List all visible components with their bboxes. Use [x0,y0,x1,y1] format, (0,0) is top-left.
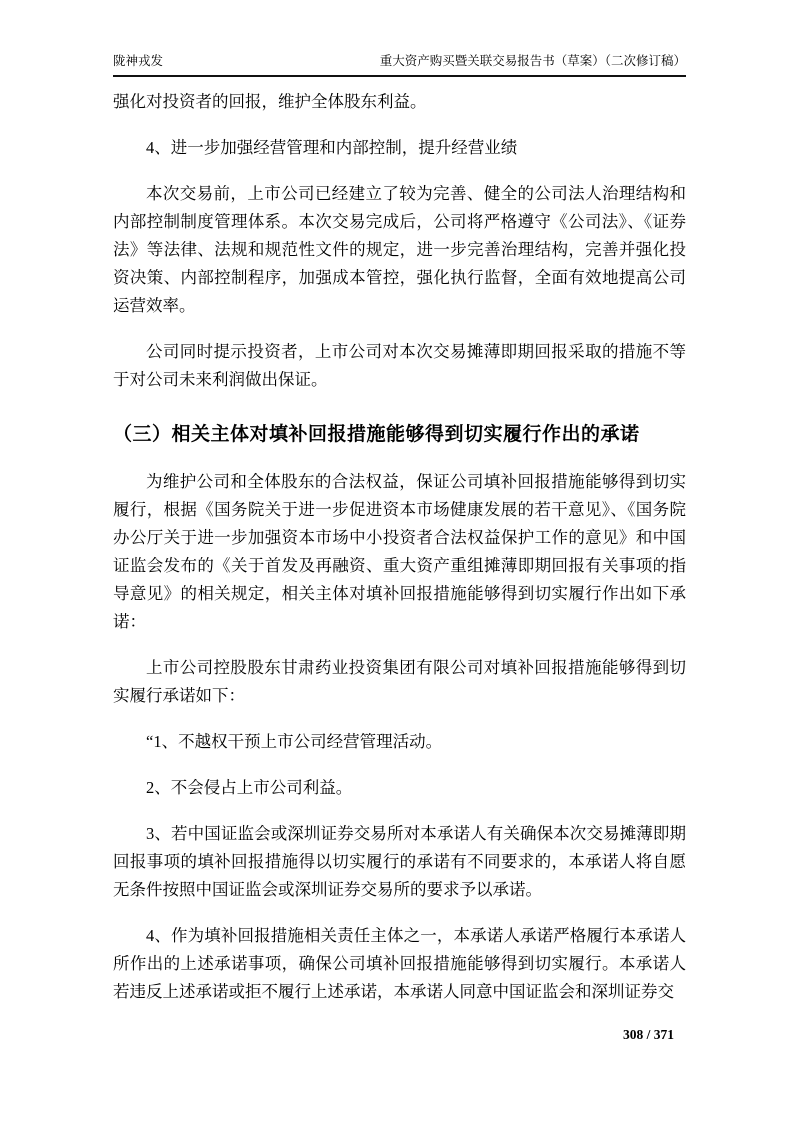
paragraph: 为维护公司和全体股东的合法权益，保证公司填补回报措施能够得到切实履行，根据《国务院关于进一步促进资本市场健康发展的若干意见》、《国务院办公厅关于进一步加强资本市场中小投资者合法权益保护工作的意见》和中国证监会发布的《关于首发及再融资、重大资产重组摊薄即期回报有关事项的指导意见》的相关规定，相关主体对填补回报措施能够得到切实履行作出如下承诺： [113,472,686,631]
section-heading: （三）相关主体对填补回报措施能够得到切实履行作出的承诺 [113,424,640,445]
paragraph: 2、不会侵占上市公司利益。 [146,778,353,797]
paragraph: 4、进一步加强经营管理和内部控制，提升经营业绩 [146,138,518,157]
paragraph: 公司同时提示投资者，上市公司对本次交易摊薄即期回报采取的措施不等于对公司未来利润做出保证。 [113,342,686,389]
page-footer [623,1027,674,1043]
paragraph: 4、作为填补回报措施相关责任主体之一，本承诺人承诺严格履行本承诺人所作出的上述承诺事项，确保公司填补回报措施能够得到切实履行。本承诺人若违反上述承诺或拒不履行上述承诺，本承诺人同意中国证监会和深圳证券交 [113,926,686,1001]
header-right-title: 重大资产购买暨关联交易报告书（草案）（二次修订稿） [379,54,686,68]
document-body [113,88,686,1024]
page-header [113,53,686,77]
paragraph: “1、不越权干预上市公司经营管理活动。 [146,732,443,751]
paragraph: 上市公司控股股东甘肃药业投资集团有限公司对填补回报措施能够得到切实履行承诺如下： [113,658,686,705]
paragraph: 3、若中国证监会或深圳证券交易所对本承诺人有关确保本次交易摊薄即期回报事项的填补回报措施得以切实履行的承诺有不同要求的，本承诺人将自愿无条件按照中国证监会或深圳证券交易所的要求予以承诺。 [113,824,686,899]
paragraph: 强化对投资者的回报，维护全体股东利益。 [113,92,427,111]
paragraph: 本次交易前，上市公司已经建立了较为完善、健全的公司法人治理结构和内部控制制度管理体系。本次交易完成后，公司将严格遵守《公司法》、《证券法》等法律、法规和规范性文件的规定，进一步完善治理结构，完善并强化投资决策、内部控制程序，加强成本管控，强化执行监督，全面有效地提高公司运营效率。 [113,184,686,315]
header-left-title: 陇神戎发 [113,54,164,68]
page-number: 308 / 371 [622,1027,674,1042]
